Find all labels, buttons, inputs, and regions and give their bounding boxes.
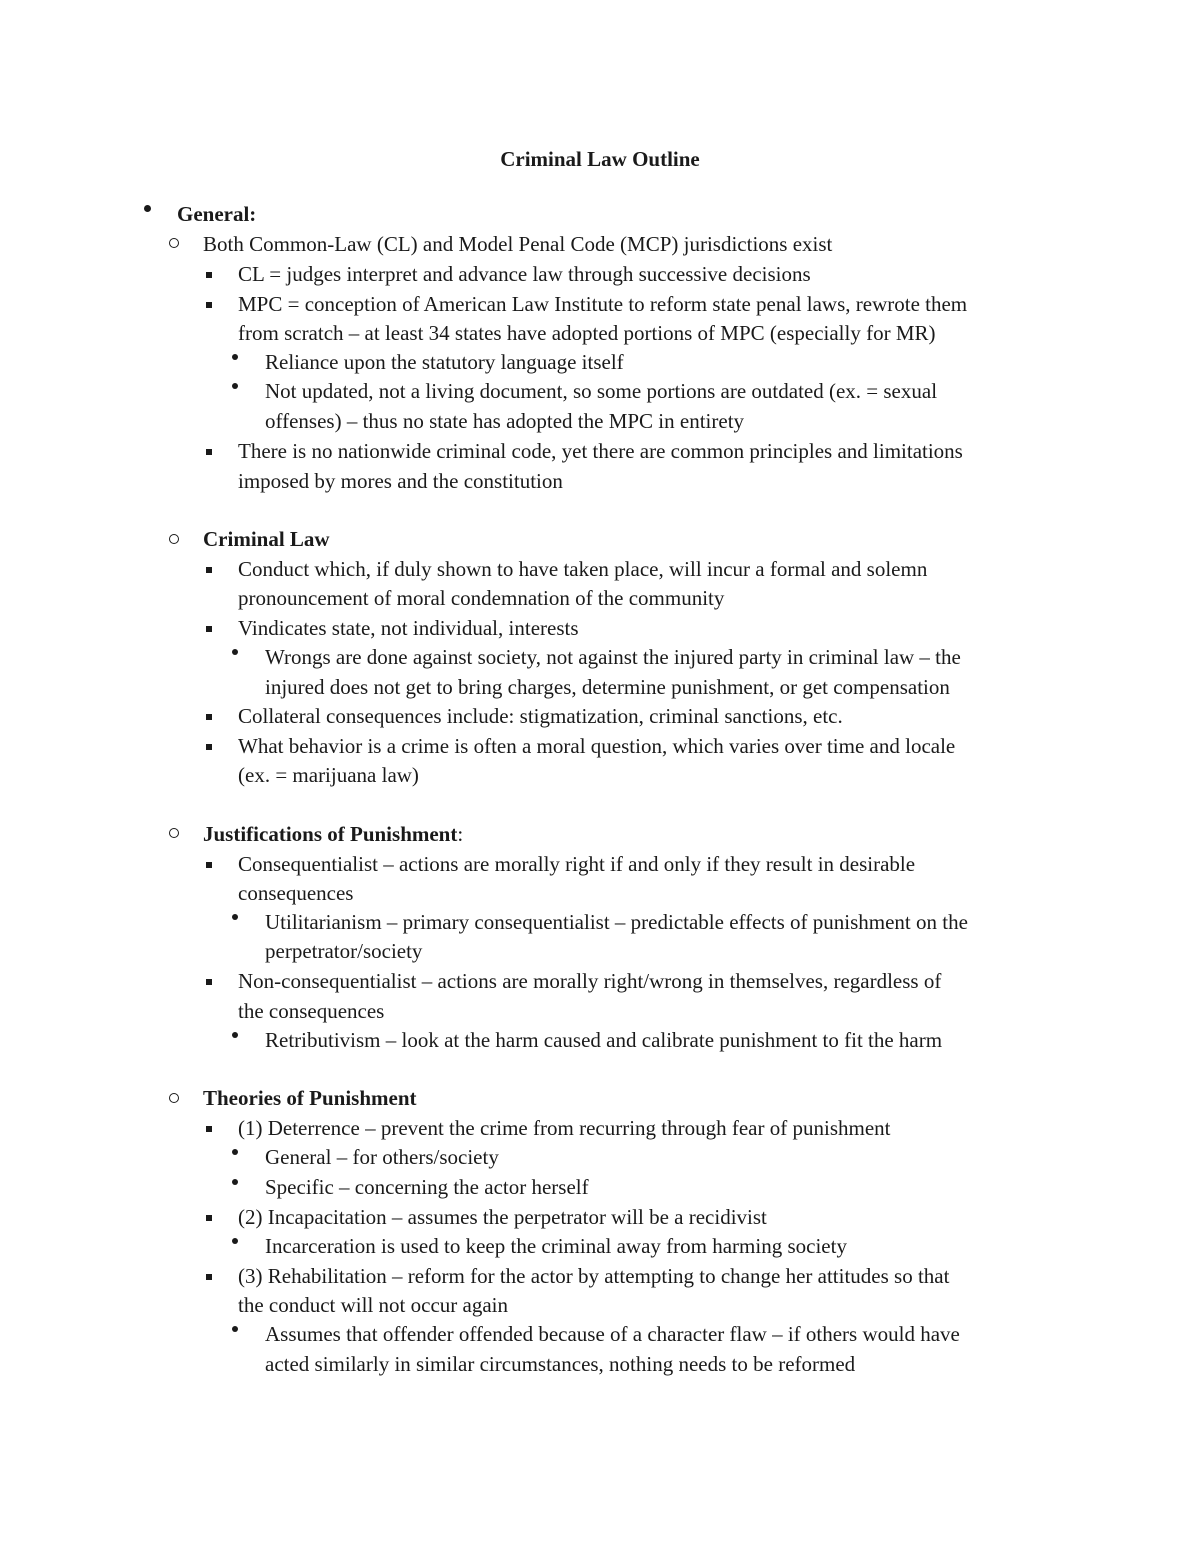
bullet-level4-icon [232,1179,238,1185]
outline-item: What behavior is a crime is often a moral question, which varies over time and locale [238,734,956,758]
bullet-level3-icon [206,714,212,720]
section-heading-justifications [203,820,463,850]
outline-item: There is no nationwide criminal code, yet there are common principles and limitations [238,439,963,463]
heading-colon: : [457,822,464,846]
bullet-level3-icon [206,272,212,278]
bullet-level4-icon [232,914,238,920]
bullet-level3-icon [206,449,212,455]
outline-item-continuation: (ex. = marijuana law) [238,763,419,787]
outline-item-continuation: from scratch – at least 34 states have adopted portions of MPC (especially for MR) [238,321,936,345]
section-heading-criminal-law: Criminal Law [203,527,330,551]
outline-item: Assumes that offender offended because of a character flaw – if others would have [265,1322,960,1346]
bullet-level2-icon [169,828,179,838]
outline-item: Collateral consequences include: stigmatization, criminal sanctions, etc. [238,704,843,728]
bullet-level4-icon [232,1238,238,1244]
bullet-level3-icon [206,744,212,750]
bullet-level3-icon [206,1215,212,1221]
outline-item-continuation: pronouncement of moral condemnation of the community [238,586,725,610]
outline-item: Not updated, not a living document, so some portions are outdated (ex. = sexual [265,379,938,403]
bullet-level3-icon [206,626,212,632]
bullet-level4-icon [232,1326,238,1332]
bullet-level2-icon [169,1093,179,1103]
document-title: Criminal Law Outline [500,147,700,171]
outline-item: Incarceration is used to keep the criminal away from harming society [265,1234,847,1258]
bullet-level4-icon [232,1149,238,1155]
outline-item: Non-consequentialist – actions are morally right/wrong in themselves, regardless of [238,969,942,993]
outline-item: Specific – concerning the actor herself [265,1175,589,1199]
outline-item: (2) Incapacitation – assumes the perpetrator will be a recidivist [238,1205,767,1229]
outline-item: Wrongs are done against society, not against the injured party in criminal law – the [265,645,961,669]
section-heading-theories: Theories of Punishment [203,1086,417,1110]
bullet-level2-icon [169,238,179,248]
bullet-level3-icon [206,979,212,985]
outline-item-continuation: consequences [238,881,354,905]
outline-item: Consequentialist – actions are morally right if and only if they result in desirable [238,852,916,876]
bullet-level1-icon [144,205,151,212]
outline-item: Utilitarianism – primary consequentialist – predictable effects of punishment on the [265,910,968,934]
outline-item-continuation: offenses) – thus no state has adopted the MPC in entirety [265,409,745,433]
bullet-level2-icon [169,534,179,544]
section-heading-general: General: [177,202,257,226]
outline-item: CL = judges interpret and advance law through successive decisions [238,262,811,286]
outline-item: Retributivism – look at the harm caused and calibrate punishment to fit the harm [265,1028,943,1052]
bullet-level4-icon [232,1032,238,1038]
outline-item-continuation: perpetrator/society [265,939,423,963]
outline-item-continuation: injured does not get to bring charges, determine punishment, or get compensation [265,675,950,699]
outline-item-continuation: the conduct will not occur again [238,1293,508,1317]
bullet-level3-icon [206,302,212,308]
outline-item: General – for others/society [265,1145,499,1169]
bullet-level4-icon [232,354,238,360]
bullet-level3-icon [206,1126,212,1132]
section-heading-justifications-text: Justifications of Punishment [203,822,458,846]
outline-item: MPC = conception of American Law Institute to reform state penal laws, rewrote them [238,292,968,316]
outline-item: Conduct which, if duly shown to have taken place, will incur a formal and solemn [238,557,928,581]
outline-item: Reliance upon the statutory language itself [265,350,624,374]
bullet-level3-icon [206,1274,212,1280]
outline-item-continuation: imposed by mores and the constitution [238,469,563,493]
outline-item: (3) Rehabilitation – reform for the actor by attempting to change her attitudes so that [238,1264,950,1288]
bullet-level4-icon [232,383,238,389]
outline-item: Vindicates state, not individual, interests [238,616,579,640]
outline-item: (1) Deterrence – prevent the crime from recurring through fear of punishment [238,1116,891,1140]
bullet-level4-icon [232,649,238,655]
bullet-level3-icon [206,862,212,868]
outline-item-continuation: the consequences [238,999,385,1023]
outline-item: Both Common-Law (CL) and Model Penal Code (MCP) jurisdictions exist [203,232,833,256]
bullet-level3-icon [206,567,212,573]
outline-item-continuation: acted similarly in similar circumstances, nothing needs to be reformed [265,1352,856,1376]
